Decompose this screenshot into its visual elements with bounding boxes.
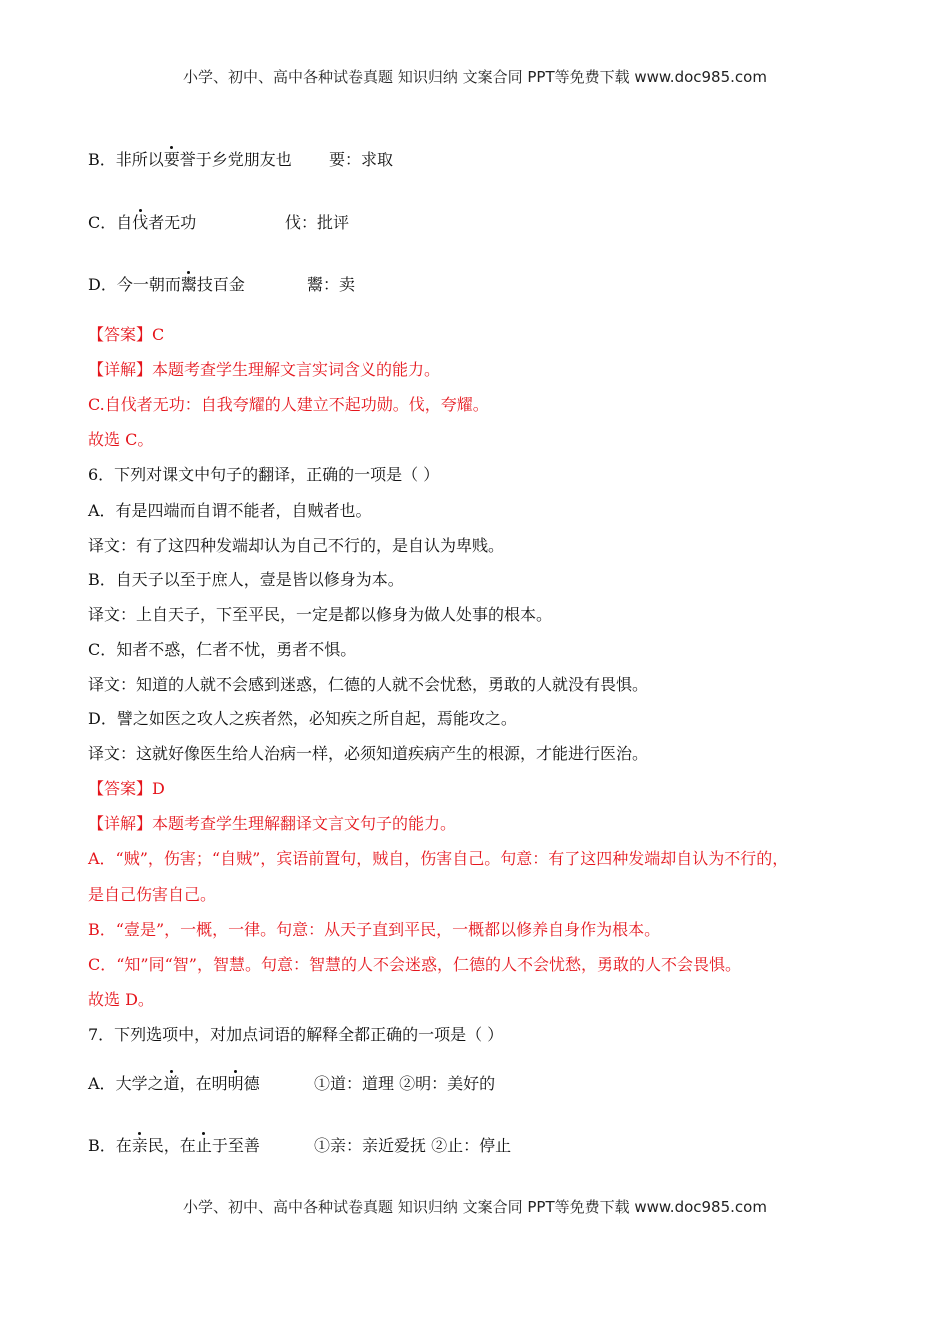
q6-option-c: C．知者不惑，仁者不忧，勇者不惧。	[88, 640, 357, 659]
q6-conclusion: 故选 D。	[88, 990, 154, 1009]
option-label: C．	[88, 213, 117, 232]
q5-option-d-gloss: 鬻：卖	[307, 275, 356, 294]
q5-option-b-gloss: 要：求取	[329, 150, 394, 169]
option-text: 于至善	[211, 1136, 260, 1155]
q7-option-b	[88, 1136, 260, 1156]
option-text: 技百金	[196, 275, 245, 294]
option-text: 非所以	[115, 150, 164, 169]
dotted-word: 道	[163, 1074, 180, 1093]
option-text: 民，在	[147, 1136, 196, 1155]
option-text: 者无功	[148, 213, 197, 232]
option-label: B．	[88, 150, 116, 169]
q5-answer: 【答案】C	[88, 325, 165, 344]
q5-conclusion: 故选 C。	[88, 430, 154, 449]
option-text: 德	[243, 1074, 260, 1093]
option-label: A．	[88, 1074, 116, 1093]
dotted-word: 止	[195, 1136, 212, 1155]
q6-explanation-b: B．“壹是”，一概，一律。句意：从天子直到平民，一概都以修养自身作为根本。	[88, 920, 661, 939]
q6-option-d: D．譬之如医之攻人之疾者然，必知疾之所自起，焉能攻之。	[88, 709, 517, 728]
header-banner: 小学、初中、高中各种试卷真题 知识归纳 文案合同 PPT等免费下载 www.doc985.com	[183, 68, 767, 86]
q5-detail: 【详解】本题考查学生理解文言实词含义的能力。	[88, 360, 441, 379]
option-label: B．	[88, 1136, 116, 1155]
footer-banner: 小学、初中、高中各种试卷真题 知识归纳 文案合同 PPT等免费下载 www.doc985.com	[183, 1198, 767, 1216]
q7-option-b-gloss: ①亲：亲近爱抚 ②止：停止	[314, 1136, 512, 1155]
dotted-word: 要	[163, 150, 180, 169]
q5-option-c	[88, 213, 196, 233]
option-text: 自	[116, 213, 133, 232]
dotted-word: 鬻	[180, 275, 197, 294]
option-text: 大学之	[115, 1074, 164, 1093]
q6-option-a-translation: 译文：有了这四种发端却认为自己不行的，是自认为卑贱。	[88, 536, 505, 555]
option-label: D．	[88, 275, 117, 294]
q6-option-a: A．有是四端而自谓不能者，自贼者也。	[88, 501, 372, 520]
option-text: 在	[115, 1136, 132, 1155]
dotted-word: 明	[227, 1074, 244, 1093]
q6-question: 6．下列对课文中句子的翻译，正确的一项是（ ）	[88, 465, 440, 484]
q6-option-d-translation: 译文：这就好像医生给人治病一样，必须知道疾病产生的根源，才能进行医治。	[88, 744, 649, 763]
dotted-word: 伐	[132, 213, 149, 232]
q6-option-c-translation: 译文：知道的人就不会感到迷惑，仁德的人就不会忧愁，勇敢的人就没有畏惧。	[88, 675, 649, 694]
q6-explanation-a-line2: 是自己伤害自己。	[88, 885, 217, 904]
q5-option-b	[88, 150, 292, 170]
option-text: 今一朝而	[116, 275, 181, 294]
q6-explanation-c: C．“知”同“智”，智慧。句意：智慧的人不会迷惑，仁德的人不会忧愁，勇敢的人不会畏惧。	[88, 955, 741, 974]
option-text: 誉于乡党朋友也	[179, 150, 292, 169]
q6-option-b: B．自天子以至于庶人，壹是皆以修身为本。	[88, 570, 404, 589]
q5-option-c-gloss: 伐：批评	[285, 213, 350, 232]
option-text: ，在明	[179, 1074, 228, 1093]
q7-question: 7．下列选项中，对加点词语的解释全都正确的一项是（ ）	[88, 1025, 504, 1044]
q6-detail: 【详解】本题考查学生理解翻译文言文句子的能力。	[88, 814, 457, 833]
q5-explanation: C.自伐者无功：自我夸耀的人建立不起功勋。伐，夸耀。	[88, 395, 489, 414]
q6-answer: 【答案】D	[88, 779, 165, 798]
q6-option-b-translation: 译文：上自天子，下至平民，一定是都以修身为做人处事的根本。	[88, 605, 553, 624]
q7-option-a-gloss: ①道：道理 ②明：美好的	[314, 1074, 496, 1093]
q6-explanation-a-line1: A．“贼”，伤害；“自贼”，宾语前置句，贼自，伤害自己。句意：有了这四种发端却自认为不行的，	[88, 849, 789, 868]
q5-option-d	[88, 275, 245, 295]
q7-option-a	[88, 1074, 260, 1094]
dotted-word: 亲	[131, 1136, 148, 1155]
